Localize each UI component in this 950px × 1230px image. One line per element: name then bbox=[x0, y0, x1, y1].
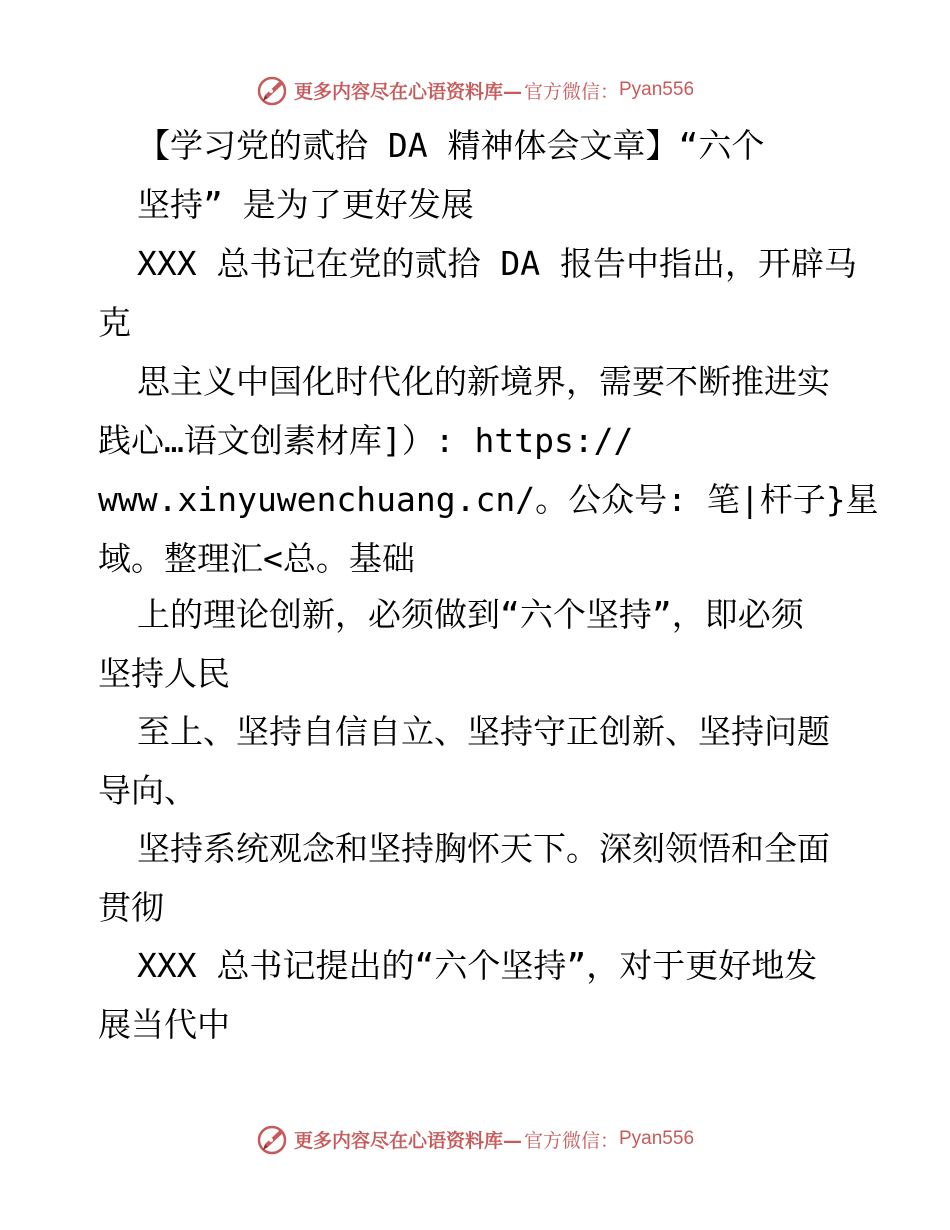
banner-text: 更多内容尽在心语资料库— bbox=[293, 1129, 522, 1152]
header-banner bbox=[0, 70, 950, 110]
banner-wechat-id: Pyan556 bbox=[619, 1128, 695, 1149]
paragraph-line: 坚持人民 bbox=[98, 654, 230, 693]
paragraph-line: 展当代中 bbox=[98, 1005, 230, 1044]
paragraph-line: XXX 总书记在党的贰拾 DA 报告中指出，开辟马 bbox=[137, 244, 857, 283]
paragraph-line: 贯彻 bbox=[98, 888, 164, 927]
banner-wechat-label: 官方微信： bbox=[523, 80, 619, 103]
title-line-2: 坚持” 是为了更好发展 bbox=[137, 185, 474, 224]
paragraph-line: XXX 总书记提出的“六个坚持”，对于更好地发 bbox=[137, 946, 818, 985]
paragraph-line: 导向、 bbox=[98, 771, 197, 810]
paragraph-line: 上的理论创新，必须做到“六个坚持”，即必须 bbox=[137, 595, 804, 634]
paragraph-line: www.xinyuwenchuang.cn/。公众号: 笔|杆子}星 bbox=[98, 480, 879, 519]
paragraph-line: 坚持系统观念和坚持胸怀天下。深刻领悟和全面 bbox=[137, 829, 830, 868]
pen-logo-icon bbox=[256, 1122, 290, 1156]
paragraph-line: 践心…语文创素材库]）: https:// bbox=[98, 421, 634, 460]
banner-text: 更多内容尽在心语资料库— bbox=[293, 80, 522, 103]
banner-wechat-label: 官方微信： bbox=[523, 1129, 619, 1152]
pen-logo-icon bbox=[256, 73, 290, 107]
paragraph-line: 思主义中国化时代化的新境界，需要不断推进实 bbox=[137, 362, 830, 401]
paragraph-line: 克 bbox=[98, 303, 131, 342]
footer-banner bbox=[0, 1119, 950, 1159]
paragraph-line: 至上、坚持自信自立、坚持守正创新、坚持问题 bbox=[137, 712, 830, 751]
title-line-1: 【学习党的贰拾 DA 精神体会文章】“六个 bbox=[137, 126, 765, 165]
paragraph-line: 域。整理汇<总。基础 bbox=[98, 539, 415, 578]
banner-wechat-id: Pyan556 bbox=[619, 79, 695, 100]
